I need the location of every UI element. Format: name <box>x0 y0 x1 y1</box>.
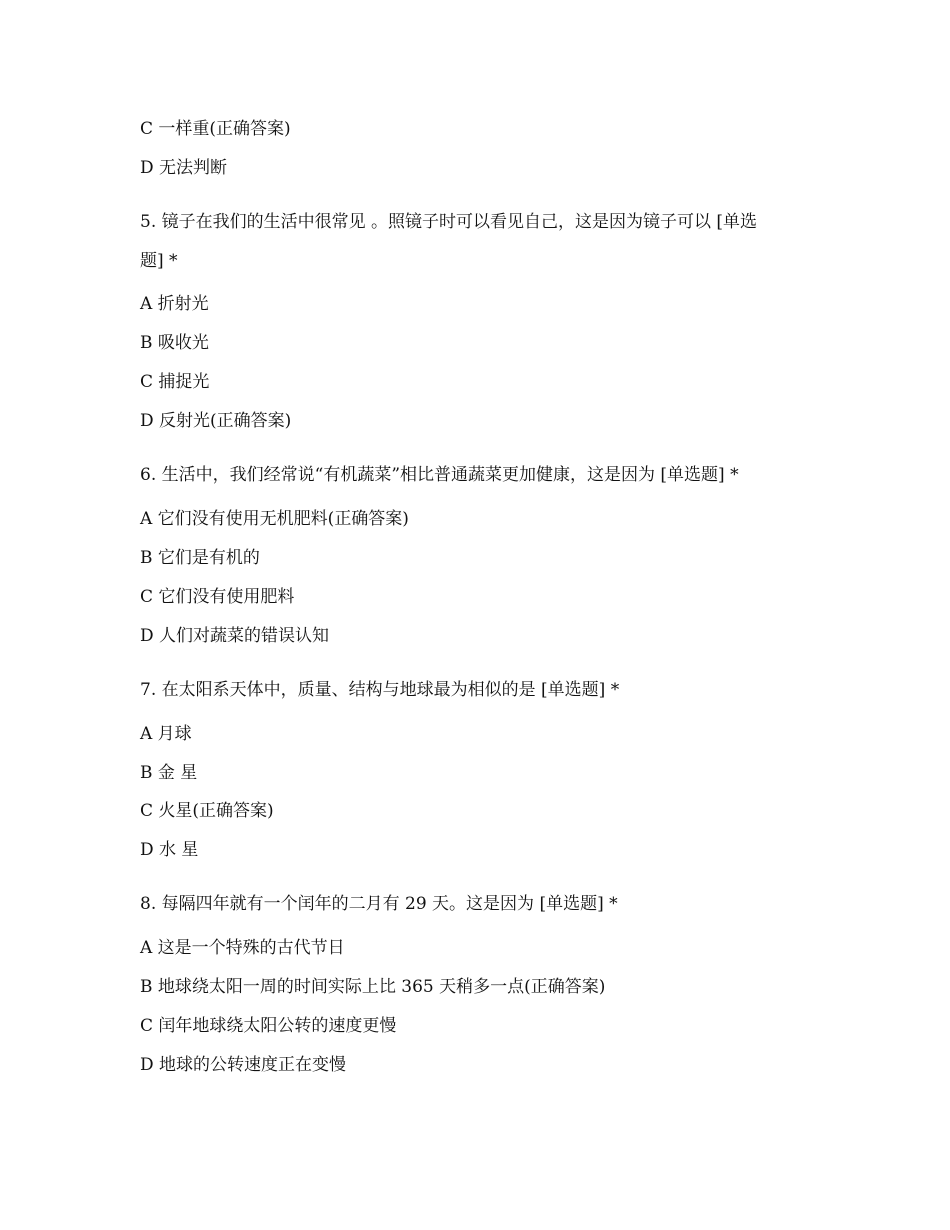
question-8-option-a: A 这是一个特殊的古代节日 <box>140 938 345 958</box>
question-7-option-b: B 金 星 <box>140 763 198 783</box>
question-7-option-a: A 月球 <box>140 724 192 744</box>
question-8-title: 8. 每隔四年就有一个闰年的二月有 29 天。这是因为 [单选题] * <box>140 894 618 914</box>
question-8-option-b: B 地球绕太阳一周的时间实际上比 365 天稍多一点(正确答案) <box>140 977 606 997</box>
question-7-title: 7. 在太阳系天体中，质量、结构与地球最为相似的是 [单选题] * <box>140 680 620 700</box>
question-7-option-d: D 水 星 <box>140 840 199 860</box>
option-prev-d: D 无法判断 <box>140 158 228 178</box>
question-5-option-c: C 捕捉光 <box>140 372 210 392</box>
question-6-option-a: A 它们没有使用无机肥料(正确答案) <box>140 509 409 529</box>
question-5-title-cont: 题] * <box>140 251 178 271</box>
question-5-title: 5. 镜子在我们的生活中很常见 。照镜子时可以看见自己，这是因为镜子可以 [单选 <box>140 212 758 232</box>
question-6-option-b: B 它们是有机的 <box>140 548 260 568</box>
question-6-option-d: D 人们对蔬菜的错误认知 <box>140 626 330 646</box>
question-5-option-b: B 吸收光 <box>140 333 209 353</box>
question-7-option-c: C 火星(正确答案) <box>140 801 274 821</box>
question-6-option-c: C 它们没有使用肥料 <box>140 587 295 607</box>
question-8-option-d: D 地球的公转速度正在变慢 <box>140 1055 347 1075</box>
question-5-option-a: A 折射光 <box>140 294 209 314</box>
question-6-title: 6. 生活中，我们经常说“有机蔬菜”相比普通蔬菜更加健康，这是因为 [单选题] * <box>140 465 739 485</box>
question-5-option-d: D 反射光(正确答案) <box>140 411 292 431</box>
option-prev-c: C 一样重(正确答案) <box>140 119 291 139</box>
question-8-option-c: C 闰年地球绕太阳公转的速度更慢 <box>140 1016 397 1036</box>
